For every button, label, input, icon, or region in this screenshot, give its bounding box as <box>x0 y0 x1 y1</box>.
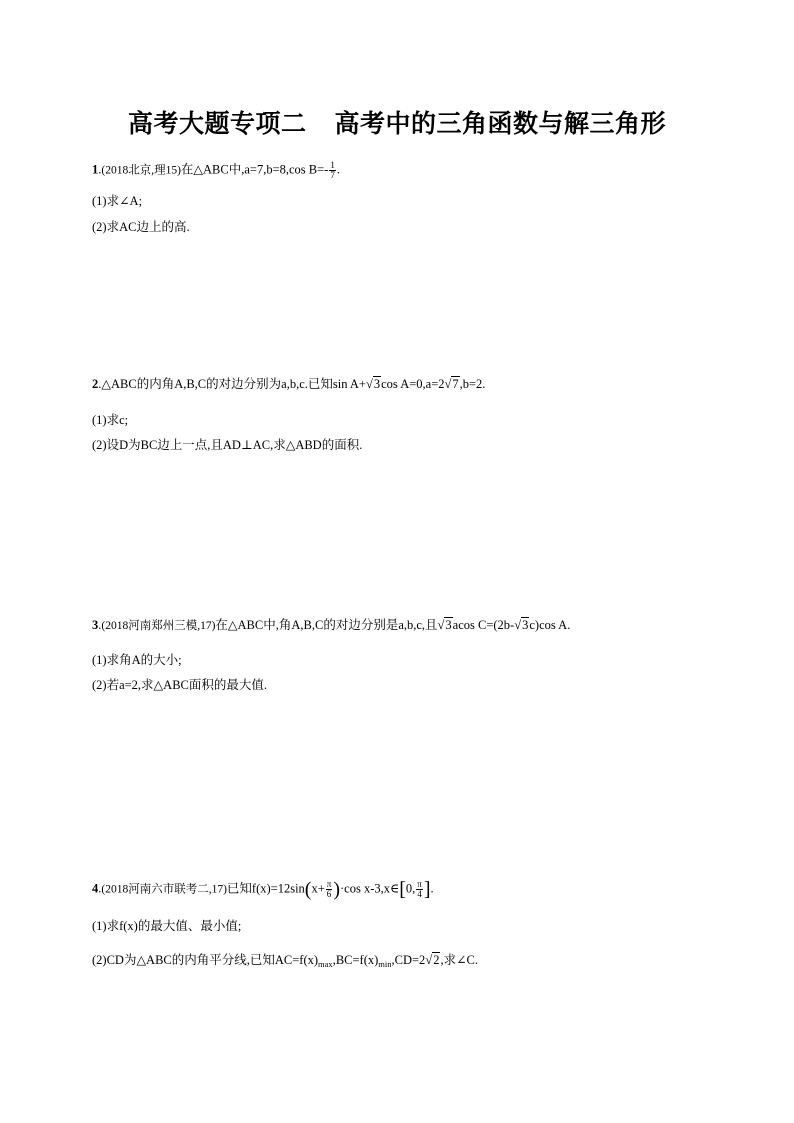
problem-1-sub-1: (1)求∠A; <box>92 194 143 208</box>
problem-1-stem: 1.(2018北京,理15)在△ABC中,a=7,b=8,cos B=- $\frac{1}{7}$ . <box>92 160 340 180</box>
page-title <box>0 104 794 140</box>
problem-source: (2018河南郑州三模,17) <box>101 620 216 632</box>
problem-number: 2 <box>92 377 99 391</box>
fraction: $\frac{\pi}{4}$ <box>417 879 422 899</box>
fraction: $\frac{\pi}{6}$ <box>326 879 332 899</box>
problem-number: 3 <box>92 618 99 632</box>
sqrt: √2 <box>425 953 440 967</box>
problem-number: 1 <box>92 162 99 177</box>
problem-3-sub-2: (2)若a=2,求△ABC面积的最大值. <box>92 678 267 692</box>
sqrt: √3 <box>365 377 381 391</box>
problem-4-sub-1: (1)求f(x)的最大值、最小值; <box>92 919 242 933</box>
problem-4-stem: 4.(2018河南六市联考二,17)已知f(x)=12sin(x+ $\frac{\pi}{6}$ )·cos x-3,x∈[0, $\frac{\pi}{4}$ ]. <box>92 878 434 901</box>
title-part-1: 高考大题专项二 <box>127 109 307 138</box>
problem-number: 4 <box>92 881 99 896</box>
problem-3-stem: 3.(2018河南郑州三模,17)在△ABC中,角A,B,C的对边分别是a,b,c,且√3acos C=(2b-√3c)cos A. <box>92 618 571 632</box>
problem-2-sub-1: (1)求c; <box>92 413 129 427</box>
problem-source: (2018河南六市联考二,17) <box>101 883 227 896</box>
sqrt: √3 <box>514 618 529 632</box>
problem-3-sub-1: (1)求角A的大小; <box>92 653 182 667</box>
problem-1-sub-2: (2)求AC边上的高. <box>92 220 190 234</box>
problem-2-stem: 2.△ABC的内角A,B,C的对边分别为a,b,c.已知sin A+√3cos A=0,a=2√7,b=2. <box>92 377 486 391</box>
sqrt: √3 <box>437 618 452 632</box>
problem-2-sub-2: (2)设D为BC边上一点,且AD⊥AC,求△ABD的面积. <box>92 438 363 452</box>
title-part-2: 高考中的三角函数与解三角形 <box>334 109 667 138</box>
problem-4-sub-2: (2)CD为△ABC的内角平分线,已知$AC=f(x)_{max},BC=f(x)_{min},CD=2√2$,求∠C. <box>92 953 478 969</box>
problem-source: (2018北京,理15) <box>101 164 181 177</box>
sqrt: √7 <box>444 377 459 391</box>
fraction: $\frac{1}{7}$ <box>330 160 335 180</box>
